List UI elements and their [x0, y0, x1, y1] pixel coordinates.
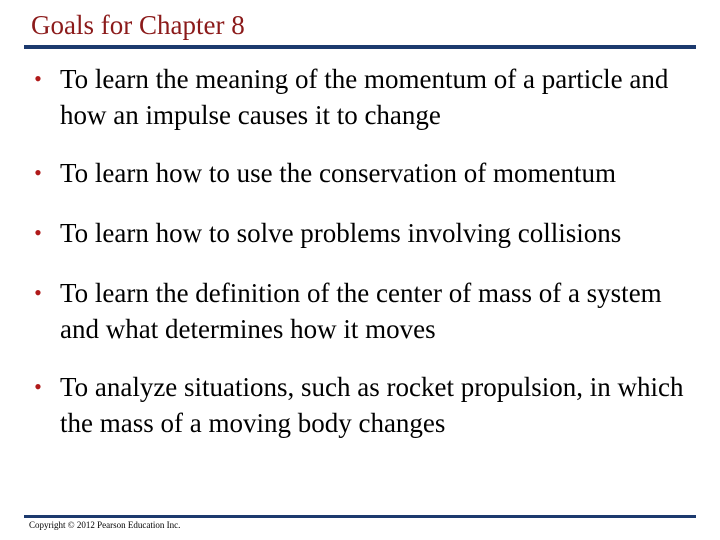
bullet-marker: •: [34, 220, 42, 245]
goal-text: To learn how to use the conservation of momentum: [60, 158, 616, 188]
footer-rule: [24, 515, 696, 518]
goal-text: To learn the meaning of the momentum of a particle and how an impulse causes it to change: [60, 64, 669, 130]
goal-text: To learn the definition of the center of mass of a system and what determines how it moves: [60, 278, 662, 344]
goal-text: To analyze situations, such as rocket propulsion, in which the mass of a moving body changes: [60, 372, 684, 438]
goal-item-collisions: [34, 215, 700, 251]
bullet-marker: •: [34, 280, 42, 305]
bullet-marker: •: [34, 160, 42, 185]
goal-item-conservation: [34, 155, 700, 191]
goal-item-momentum: [34, 61, 700, 133]
slide-title: Goals for Chapter 8: [31, 10, 245, 40]
copyright-notice: Copyright © 2012 Pearson Education Inc.: [29, 520, 181, 530]
bullet-marker: •: [34, 374, 42, 399]
bullet-marker: •: [34, 66, 42, 91]
goal-item-rocket-propulsion: [34, 369, 700, 441]
goal-item-center-of-mass: [34, 275, 700, 347]
title-underline: [24, 45, 696, 49]
goal-text: To learn how to solve problems involving collisions: [60, 218, 622, 248]
